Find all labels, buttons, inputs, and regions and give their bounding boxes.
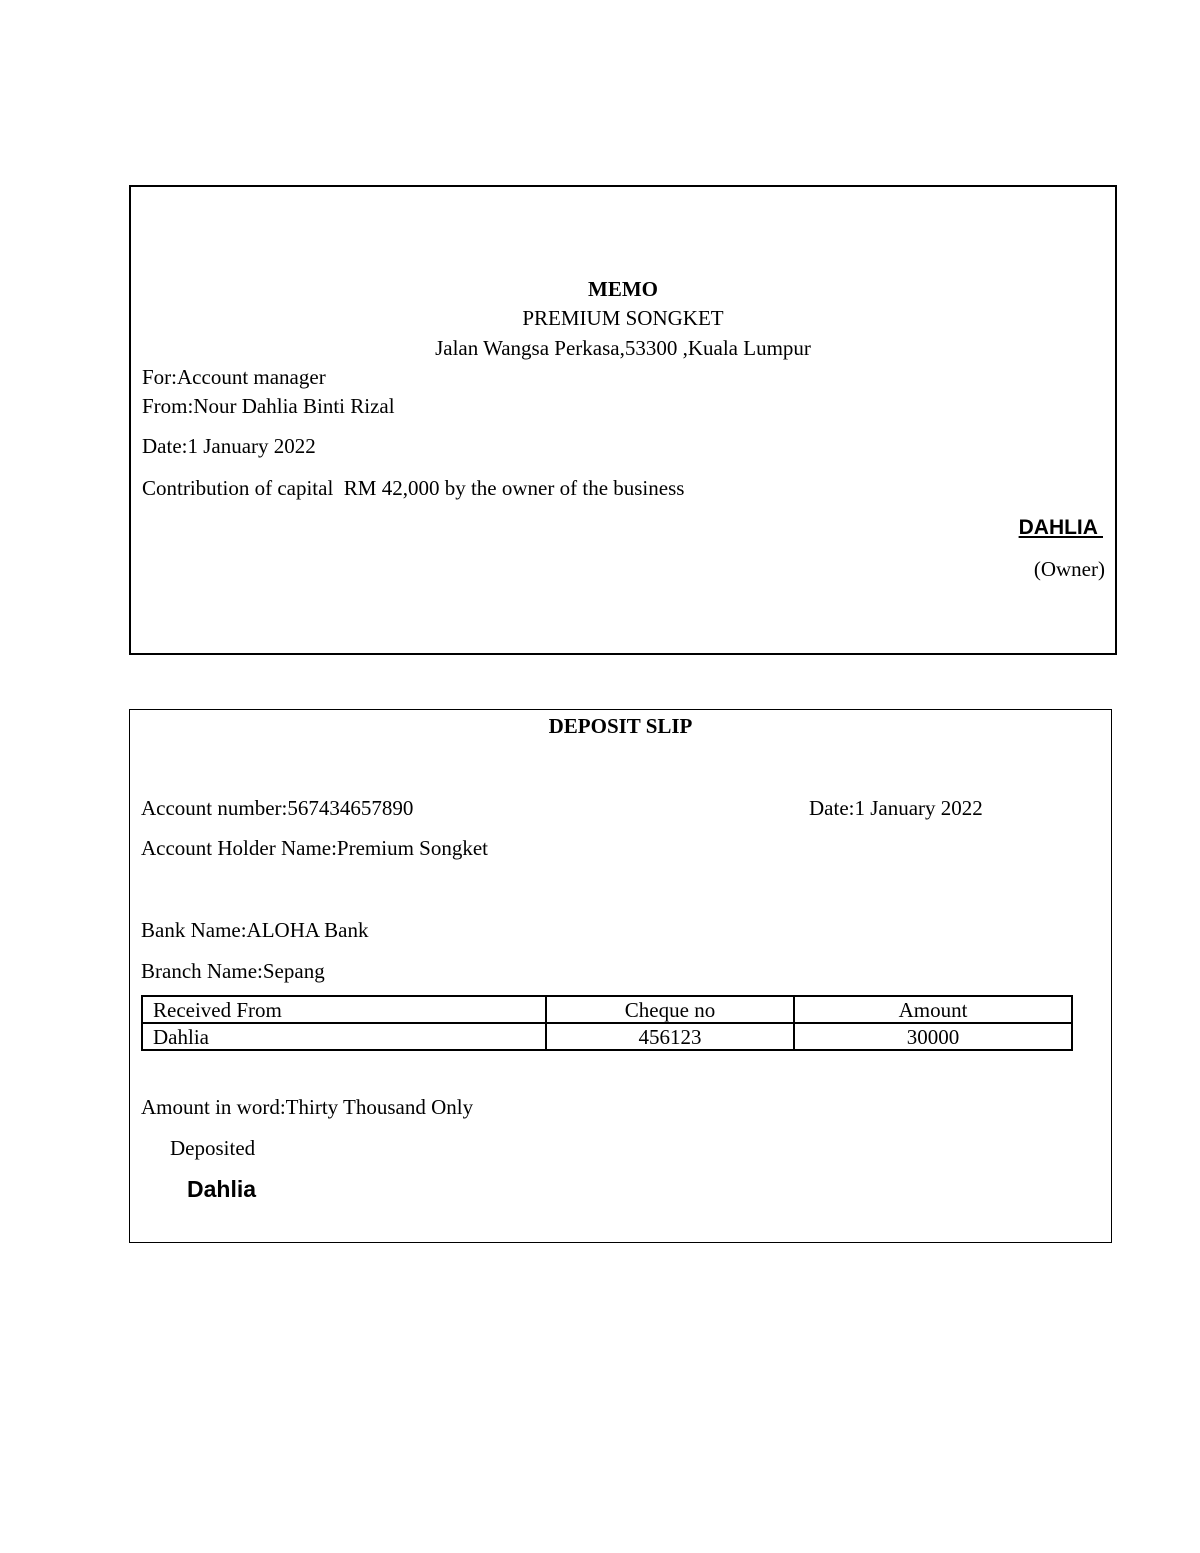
deposit-amount-in-word: Amount in word:Thirty Thousand Only bbox=[141, 1095, 474, 1119]
table-header-amount: Amount bbox=[794, 996, 1072, 1023]
deposit-bank-name: Bank Name:ALOHA Bank bbox=[141, 918, 369, 942]
memo-signature: DAHLIA bbox=[1018, 516, 1103, 539]
deposit-date: Date:1 January 2022 bbox=[809, 796, 983, 820]
memo-for-line: For:Account manager bbox=[142, 365, 326, 389]
table-header-received-from: Received From bbox=[142, 996, 546, 1023]
table-header-row bbox=[142, 996, 1072, 1023]
deposit-table bbox=[141, 995, 1073, 1051]
deposit-depositor-signature: Dahlia bbox=[187, 1176, 257, 1202]
deposit-account-holder: Account Holder Name:Premium Songket bbox=[141, 836, 489, 860]
memo-signature-role: (Owner) bbox=[1033, 557, 1105, 581]
memo-description: Contribution of capital RM 42,000 by the owner of the business bbox=[142, 476, 685, 500]
table-cell-cheque-no: 456123 bbox=[546, 1023, 794, 1050]
table-cell-received-from: Dahlia bbox=[142, 1023, 546, 1050]
memo-date-line: Date:1 January 2022 bbox=[142, 434, 316, 458]
deposit-branch-name: Branch Name:Sepang bbox=[141, 959, 325, 983]
table-row bbox=[142, 1023, 1072, 1050]
table-header-cheque-no: Cheque no bbox=[546, 996, 794, 1023]
deposit-slip-box bbox=[129, 709, 1112, 1243]
memo-address: Jalan Wangsa Perkasa,53300 ,Kuala Lumpur bbox=[435, 336, 811, 360]
memo-title: MEMO bbox=[588, 277, 658, 301]
memo-from-line: From:Nour Dahlia Binti Rizal bbox=[142, 394, 395, 418]
table-cell-amount: 30000 bbox=[794, 1023, 1072, 1050]
deposit-slip-title: DEPOSIT SLIP bbox=[548, 714, 693, 738]
deposit-account-number: Account number:567434657890 bbox=[141, 796, 414, 820]
memo-company: PREMIUM SONGKET bbox=[522, 306, 724, 330]
memo-box bbox=[129, 185, 1117, 655]
deposit-deposited-label: Deposited bbox=[170, 1136, 256, 1160]
